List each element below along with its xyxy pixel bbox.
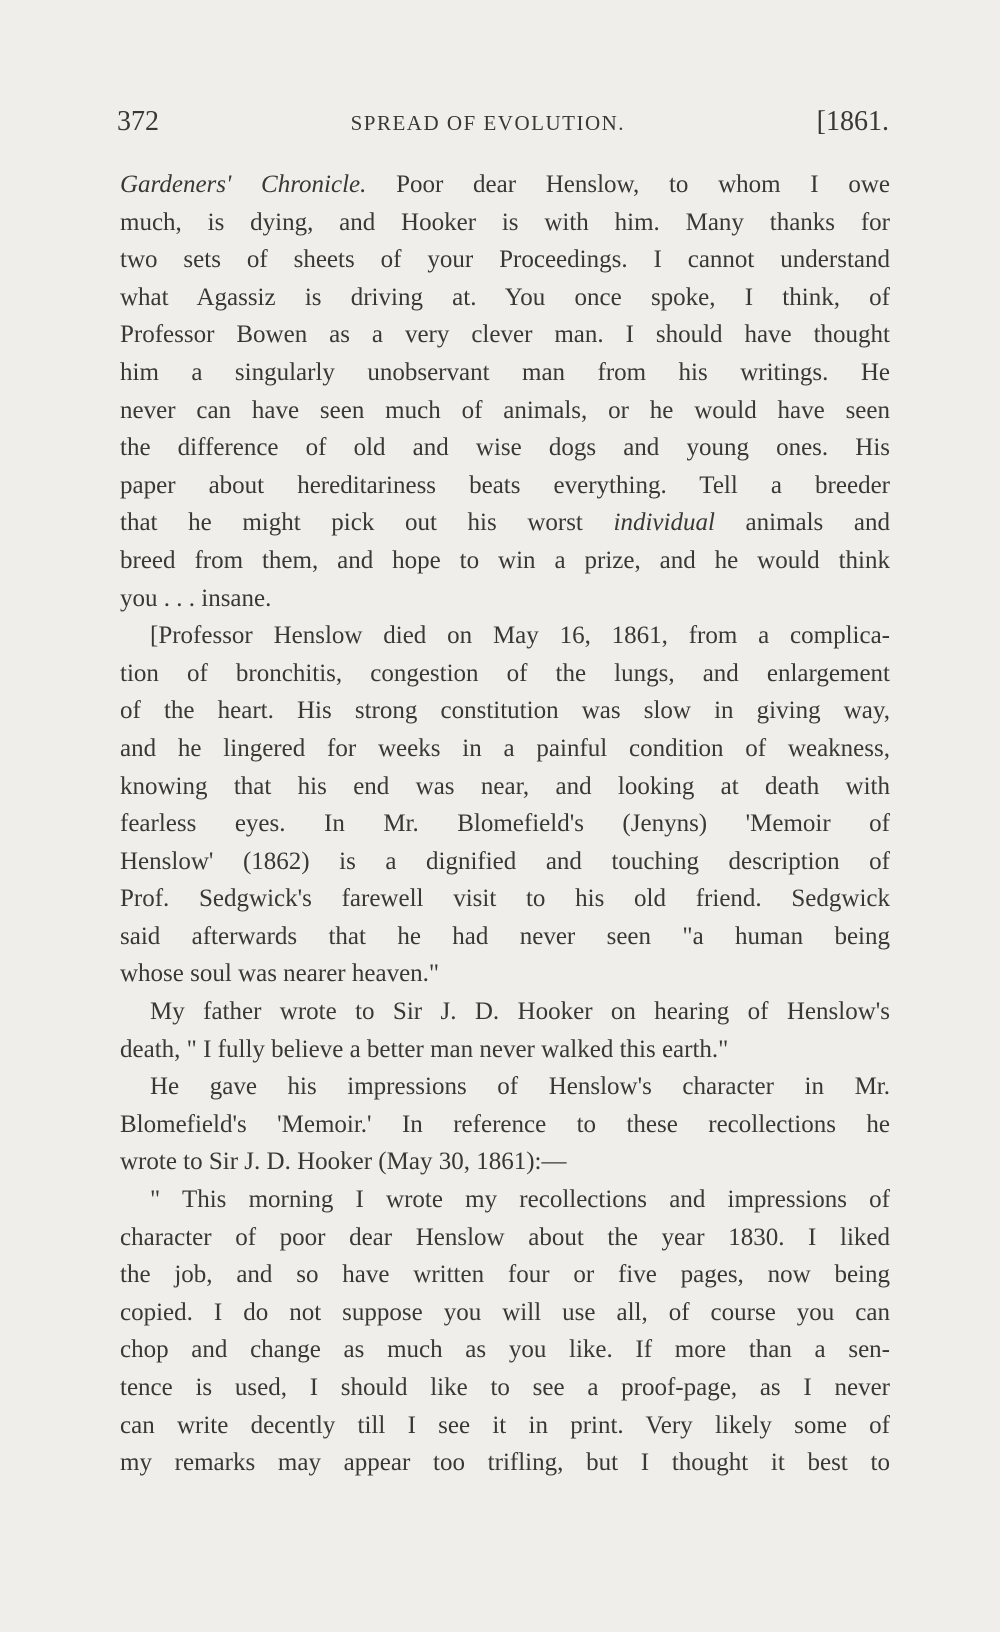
text-run: chop and change as much as you like. If more than a sen- — [120, 1336, 890, 1364]
text-run: much, is dying, and Hooker is with him. Many thanks for — [120, 208, 890, 236]
text-line — [120, 1219, 890, 1257]
text-line — [120, 467, 890, 505]
text-line — [120, 617, 890, 655]
text-line — [120, 993, 890, 1031]
text-run: never can have seen much of animals, or he would have seen — [120, 396, 890, 424]
text-run: of the heart. His strong constitution was slow in giving way, — [120, 697, 890, 725]
text-line — [120, 1331, 890, 1369]
paragraph — [120, 993, 890, 1068]
text-line — [120, 1106, 890, 1144]
text-run: Blomefield's 'Memoir.' In reference to these recollections he — [120, 1110, 890, 1138]
text-run: My father wrote to Sir J. D. Hooker on hearing of Henslow's — [150, 998, 890, 1026]
text-run: that he might pick out his worst — [120, 509, 614, 537]
text-line — [120, 166, 890, 204]
text-run: knowing that his end was near, and looking at death with — [120, 772, 890, 800]
text-line — [120, 1143, 890, 1181]
text-run: copied. I do not suppose you will use all, of course you can — [120, 1298, 890, 1326]
text-run: Prof. Sedgwick's farewell visit to his old friend. Sedgwick — [120, 885, 890, 913]
text-run: death, " I fully believe a better man never walked this earth." — [120, 1035, 729, 1063]
page-number: 372 — [117, 106, 159, 137]
text-line — [120, 730, 890, 768]
body-text — [120, 166, 890, 1482]
text-run: my remarks may appear too trifling, but I thought it best to — [120, 1449, 890, 1477]
paragraph — [120, 1181, 890, 1482]
text-line — [120, 880, 890, 918]
text-run: what Agassiz is driving at. You once spoke, I think, of — [120, 283, 890, 311]
text-line — [120, 1294, 890, 1332]
text-run: you . . . insane. — [120, 584, 272, 612]
text-line — [120, 843, 890, 881]
text-run: him a singularly unobservant man from his writings. He — [120, 358, 890, 386]
text-line — [120, 955, 890, 993]
text-run: [Professor Henslow died on May 16, 1861, from a complica- — [150, 622, 890, 650]
paragraph — [120, 1068, 890, 1181]
running-header — [117, 106, 889, 146]
text-line — [120, 692, 890, 730]
text-line — [120, 429, 890, 467]
text-line — [120, 354, 890, 392]
text-run: the job, and so have written four or five pages, now being — [120, 1261, 890, 1289]
text-run: said afterwards that he had never seen "a human being — [120, 922, 890, 950]
text-line — [120, 392, 890, 430]
header-year: [1861. — [816, 106, 889, 137]
text-run: Poor dear Henslow, to whom I owe — [366, 171, 890, 198]
text-run: paper about hereditariness beats everything. Tell a breeder — [120, 471, 890, 499]
text-run: tence is used, I should like to see a proof-page, as I never — [120, 1374, 890, 1401]
text-run: He gave his impressions of Henslow's character in Mr. — [150, 1073, 890, 1101]
text-line — [120, 504, 890, 542]
text-run: two sets of sheets of your Proceedings. I cannot understand — [120, 246, 890, 274]
text-run: and he lingered for weeks in a painful condition of weakness, — [120, 734, 890, 762]
text-line — [120, 204, 890, 242]
running-title: SPREAD OF EVOLUTION. — [350, 111, 626, 135]
text-run: animals and — [714, 509, 890, 537]
text-line — [120, 542, 890, 580]
paragraph — [120, 166, 890, 617]
text-line — [120, 580, 890, 618]
text-line — [120, 279, 890, 317]
text-line — [120, 1407, 890, 1445]
text-line — [120, 241, 890, 279]
italic-text: Gardeners' Chronicle. — [120, 171, 367, 198]
italic-text: individual — [613, 509, 715, 537]
text-line — [120, 768, 890, 806]
text-run: " This morning I wrote my recollections and impressions of — [150, 1186, 890, 1214]
text-line — [120, 918, 890, 956]
text-run: can write decently till I see it in print. Very likely some of — [120, 1411, 890, 1439]
text-run: wrote to Sir J. D. Hooker (May 30, 1861):— — [120, 1148, 567, 1176]
text-line — [120, 1181, 890, 1219]
text-run: tion of bronchitis, congestion of the lungs, and enlargement — [120, 659, 890, 687]
text-run: the difference of old and wise dogs and young ones. His — [120, 434, 890, 462]
text-line — [120, 1256, 890, 1294]
text-run: character of poor dear Henslow about the year 1830. I liked — [120, 1223, 890, 1251]
text-run: fearless eyes. In Mr. Blomefield's (Jenyns) 'Memoir of — [120, 810, 890, 838]
text-run: breed from them, and hope to win a prize, and he would think — [120, 546, 890, 574]
text-line — [120, 1031, 890, 1069]
text-line — [120, 655, 890, 693]
text-line — [120, 316, 890, 354]
text-line — [120, 805, 890, 843]
text-line — [120, 1369, 890, 1407]
paragraph — [120, 617, 890, 993]
text-run: Professor Bowen as a very clever man. I should have thought — [120, 321, 890, 349]
text-run: whose soul was nearer heaven." — [120, 960, 440, 988]
text-line — [120, 1444, 890, 1482]
text-run: Henslow' (1862) is a dignified and touching description of — [120, 847, 890, 875]
text-line — [120, 1068, 890, 1106]
